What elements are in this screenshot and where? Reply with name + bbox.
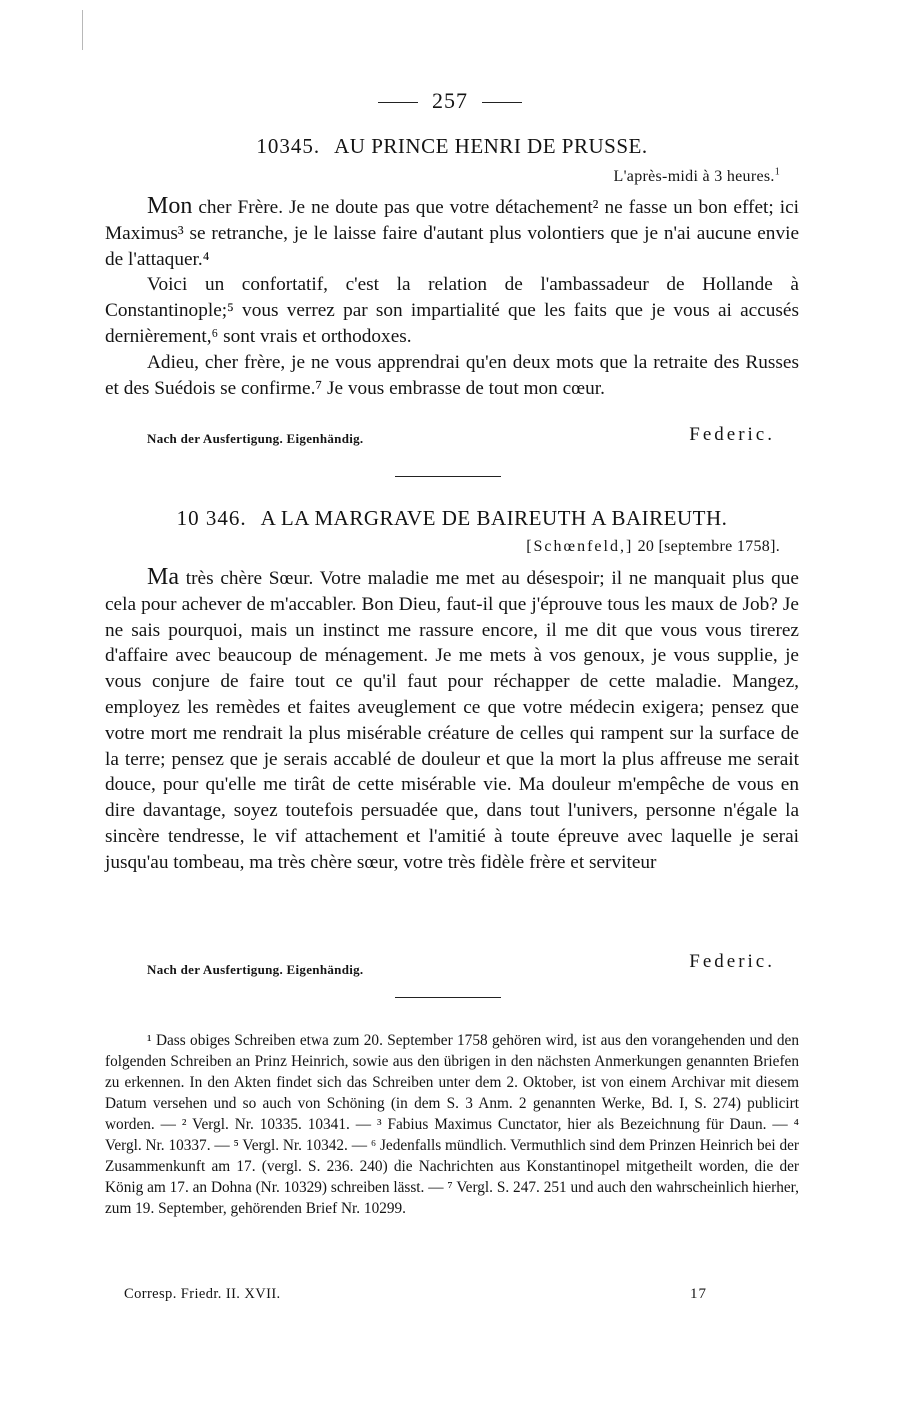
paragraph: Adieu, cher frère, je ne vous apprendrai qu'en deux mots que la retraite des Russes et des Suédois se confirme.⁷ Je vous embrasse de tout mon cœur. (105, 351, 799, 399)
source-note: Nach der Ausfertigung. Eigenhändig. (147, 962, 364, 977)
signature: Federic. (689, 424, 775, 445)
page-number-dash-left (378, 102, 418, 103)
letter-title: AU PRINCE HENRI DE PRUSSE. (334, 134, 648, 158)
page-number-dash-right (482, 102, 522, 103)
letter-dateline (526, 538, 780, 556)
letter-number: 10 346. (176, 506, 247, 530)
letter-number: 10345. (256, 134, 321, 158)
letter-heading-10346 (105, 506, 799, 531)
paragraph: Voici un confortatif, c'est la relation de l'ambassadeur de Hollande à Constantinople;⁵ vous verrez par son impartialité que les faits que je vous ai accusés dernièrement,⁶ sont vrais et orthodoxes. (105, 274, 799, 347)
letter-body-10346 (105, 565, 799, 876)
footnotes-text: ¹ Dass obiges Schreiben etwa zum 20. September 1758 gehören wird, ist aus den vorangehenden und den folgenden Schreiben an Prinz Heinrich, sowie aus den übrigen in den nächsten Anmerkungen genannten Briefen zu erkennen. In den Akten findet sich das Schreiben unter dem 2. Oktober, ist von einem Archivar mit diesem Datum versehen und so auch von Schöning (in dem S. 3 Anm. 2 genannten Werke, Bd. I, S. 274) publicirt worden. — ² Vergl. Nr. 10335. 10341. — ³ Fabius Maximus Cunctator, hier als Bezeichnung für Daun. — ⁴ Vergl. Nr. 10337. — ⁵ Vergl. Nr. 10342. — ⁶ Jedenfalls mündlich. Vermuthlich sind dem Prinzen Heinrich bei der Zusammenkunft am 17. (vergl. S. 236. 240) die Nachrichten aus Konstantinopel mitgetheilt worden, die der König am 17. an Dohna (Nr. 10329) schreiben lässt. — ⁷ Vergl. S. 247. 251 und auch den wahrscheinlich hierher, zum 19. September, gehörenden Brief Nr. 10299. (105, 1032, 799, 1217)
paragraph-text: très chère Sœur. Votre maladie me met au désespoir; il ne manquait plus que cela pour achever de m'accabler. Bon Dieu, faut-il que j'éprouve tous les maux de Job? Je ne sais pourquoi, mais un instinct me rassure encore, il me dit que vous vous tirerez d'affaire avec beaucoup de ménagement. Je me mets à vos genoux, je vous supplie, je vous conjure de faire tout ce qu'il faut pour réchapper de cette maladie. Mangez, employez les remèdes et faites aveuglement ce que votre médecin exigera; pensez que votre mort me rendrait la plus misérable créature de celles qui rampent sur la surface de la terre; pensez que je serais accablé de douleur et que la mort la plus affreuse me serait douce, pour qu'elle me tirât de cette misérable vie. Ma douleur m'empêche de vous en dire davantage, soyez toutefois persuadée que, dans tout l'univers, personne n'égale la sincère tendresse, le vif attachement et l'amitié à toute épreuve avec laquelle je serai jusqu'au tombeau, ma très chère sœur, votre très fidèle frère et serviteur (105, 568, 799, 873)
letter-body-10345 (105, 194, 799, 401)
section-divider (395, 997, 501, 998)
footer-sheet-number: 17 (690, 1286, 707, 1302)
paragraph (105, 565, 799, 876)
footer-signature-mark: Corresp. Friedr. II. XVII. (124, 1286, 281, 1302)
paragraph-text: cher Frère. Je ne doute pas que votre détachement² ne fasse un bon effet; ici Maximus³ se retranche, je le laisse faire d'autant plus volontiers que je n'ai aucune envie de l'attaquer.⁴ (105, 197, 799, 270)
paragraph-opening: Mon (147, 193, 193, 219)
dateline-place: [Schœnfeld,] (526, 538, 634, 555)
footnote-marker: 1 (774, 166, 780, 178)
scan-edge-mark (82, 10, 83, 50)
page-number-text: 257 (432, 88, 468, 113)
section-divider (395, 476, 501, 477)
source-note: Nach der Ausfertigung. Eigenhändig. (147, 431, 364, 446)
letter-heading-10345 (105, 134, 799, 159)
paragraph-opening: Ma (147, 564, 179, 590)
dateline-date: 20 [septembre 1758]. (637, 538, 780, 555)
paragraph (105, 194, 799, 272)
signature: Federic. (689, 951, 775, 972)
letter-title: A LA MARGRAVE DE BAIREUTH A BAIREUTH. (260, 506, 728, 530)
page-number (0, 88, 900, 114)
letter-dateline (614, 168, 780, 186)
footnotes (105, 1030, 799, 1219)
dateline-text: L'après-midi à 3 heures. (613, 168, 775, 185)
